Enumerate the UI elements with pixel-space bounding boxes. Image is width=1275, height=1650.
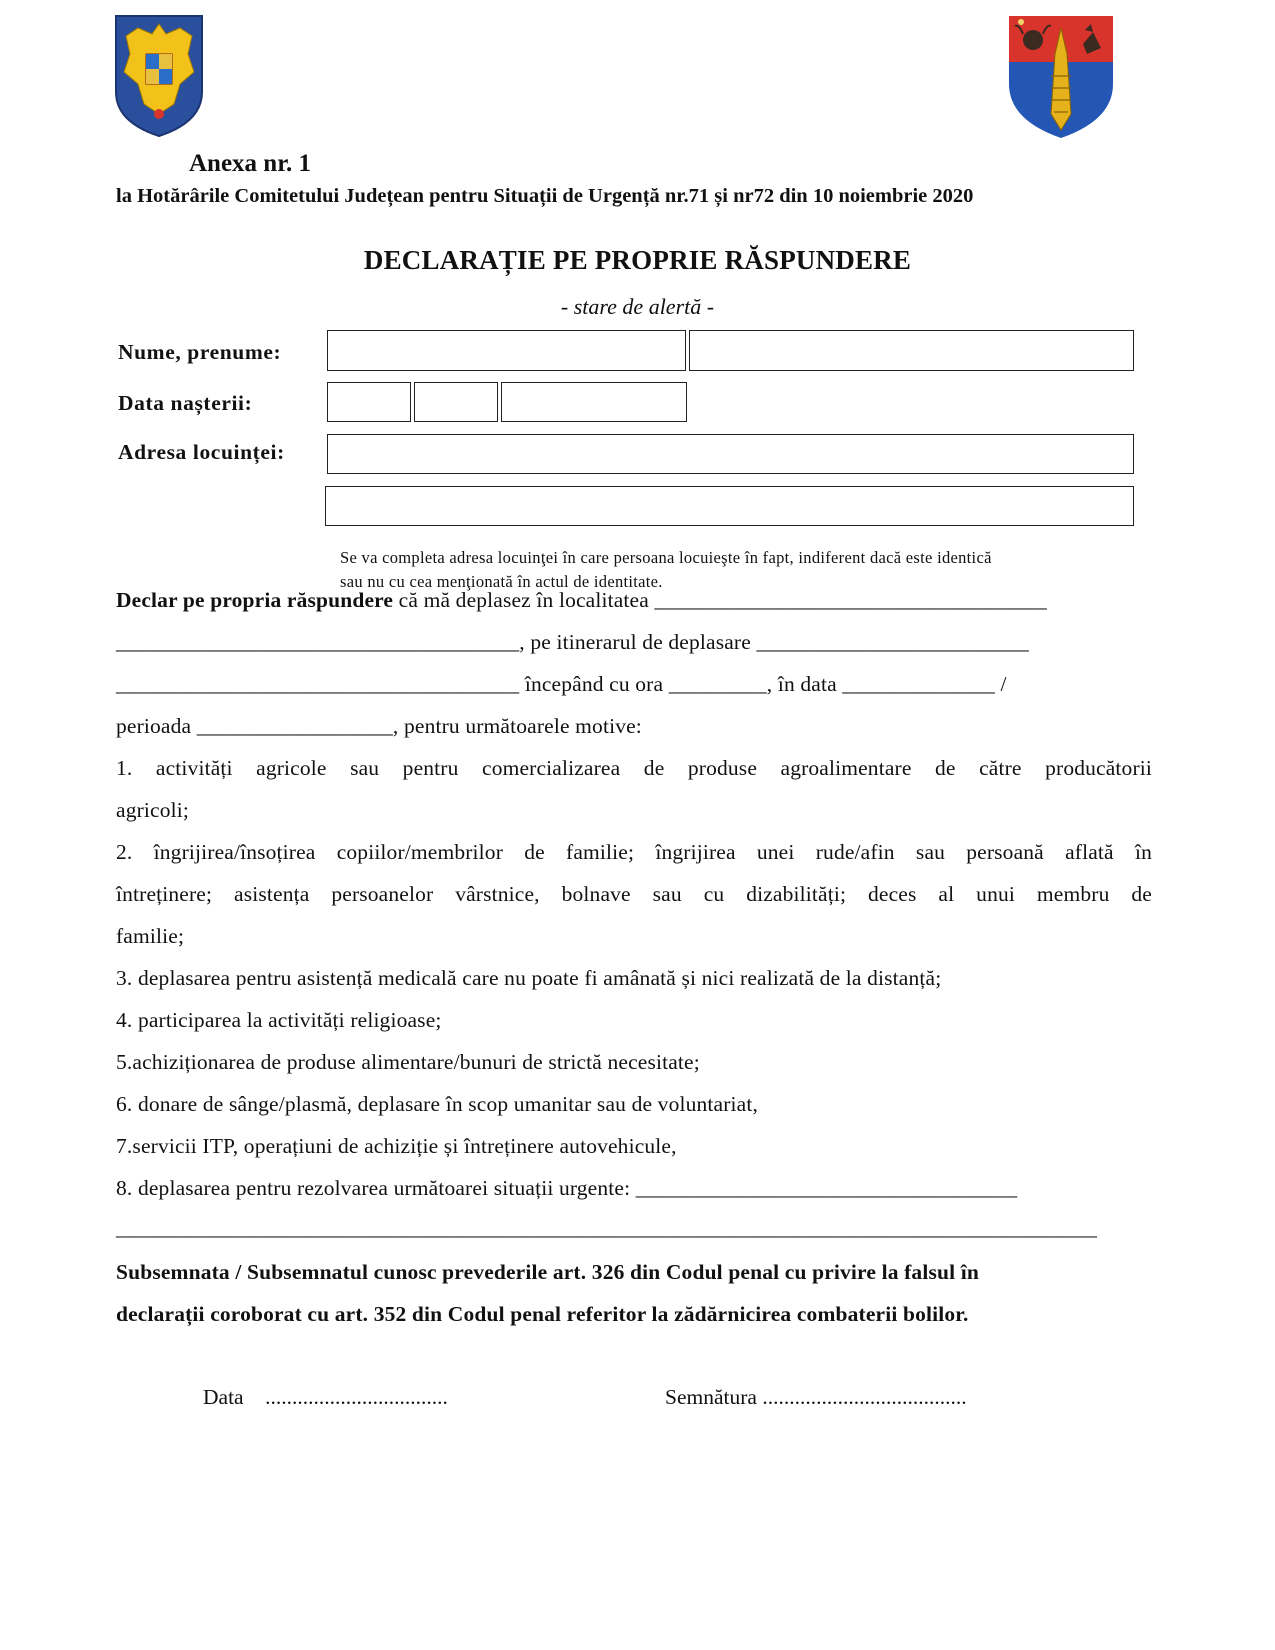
itinerary-line: _____________________________________, pe itinerarul de deplasare _________________________ [116,630,1029,654]
page-title: DECLARAȚIE PE PROPRIE RĂSPUNDERE [363,245,912,275]
declaration-lead: Declar pe propria răspundere [116,588,394,612]
last-name-field[interactable] [327,330,686,371]
maramures-county-coat-of-arms-icon [1007,14,1115,140]
reason-4: 4. participarea la activități religioase; [116,1008,442,1032]
reason-5: 5.achiziționarea de produse alimentare/bunuri de strictă necesitate; [116,1050,700,1074]
reason-3: 3. deplasarea pentru asistență medicală care nu poate fi amânată și nici realizată de la distanță; [116,966,942,990]
start-time-line: _____________________________________ începând cu ora _________, în data ______________ / [116,672,1007,696]
penal-declaration-line2: declarații coroborat cu art. 352 din Codul penal referitor la zădărnicirea combaterii bolilor. [116,1302,969,1326]
reason-1-line1: 1. activități agricole sau pentru comercializarea de produse agroalimentare de către producătorii [116,756,1152,780]
date-dots: .................................. [265,1385,448,1409]
date-label: Data [203,1385,244,1409]
reason-7: 7.servicii ITP, operațiuni de achiziție și întreținere autovehicule, [116,1134,677,1158]
birth-day-field[interactable] [327,382,411,422]
reason-2-line2: întreținere; asistența persoanelor vârstnice, bolnave sau cu dizabilități; deces al unui membru de [116,882,1152,906]
first-name-field[interactable] [689,330,1134,371]
signature-field [665,1385,967,1410]
alert-state-subtitle: - stare de alertă - [560,294,715,319]
reason-2-line3: familie; [116,924,185,948]
reason-1-line2: agricoli; [116,798,189,822]
address-field-line1[interactable] [327,434,1134,474]
penal-declaration-line1: Subsemnata / Subsemnatul cunosc prevederile art. 326 din Codul penal cu privire la falsul în [116,1260,979,1284]
period-line: perioada __________________, pentru următoarele motive: [116,714,642,738]
address-field-line2[interactable] [325,486,1134,526]
annex-subtitle: la Hotărârile Comitetului Județean pentru Situații de Urgență nr.71 și nr72 din 10 noiembrie 2020 [116,185,974,207]
name-label: Nume, prenume: [118,340,282,364]
reason-2-line1: 2. îngrijirea/însoțirea copiilor/membrilor de familie; îngrijirea unei rude/afin sau persoană aflată în [116,840,1152,864]
address-label: Adresa locuinței: [118,440,285,464]
birth-year-field[interactable] [501,382,687,422]
declaration-lead-rest: că mă deplasez în localitatea ____________________________________ [393,588,1047,612]
address-note [340,546,1140,594]
signature-dots: ...................................... [762,1385,967,1409]
reason-6: 6. donare de sânge/plasmă, deplasare în scop umanitar sau de voluntariat, [116,1092,758,1116]
address-note-line1: Se va completa adresa locuinţei în care persoana locuieşte în fapt, indiferent dacă este identică [340,548,992,567]
address-note-line2: sau nu cu cea menţionată în actul de identitate. [340,572,663,591]
birthdate-label: Data nașterii: [118,391,253,415]
travel-locality-line [116,588,1047,613]
romania-coat-of-arms-icon [114,14,204,138]
reason-8: 8. deplasarea pentru rezolvarea următoarei situații urgente: ___________________________________ [116,1176,1018,1200]
reason-8-blank-line: __________________________________________________________________________________________ [116,1216,1097,1240]
date-signature-field [203,1385,448,1410]
signature-label: Semnătura [665,1385,757,1409]
birth-month-field[interactable] [414,382,498,422]
annex-number: Anexa nr. 1 [189,150,312,177]
